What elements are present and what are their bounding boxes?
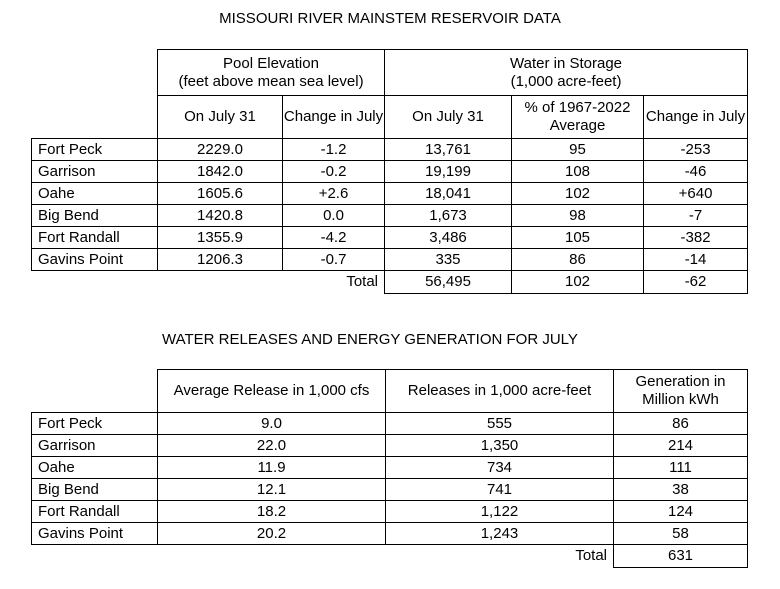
storage-cell: 18,041 [385,183,512,205]
reservoir-name: Fort Randall [32,227,158,249]
storage-change-cell: -46 [644,161,748,183]
reservoir-name: Fort Randall [32,501,158,523]
table-row [32,501,748,523]
elev-change-cell: +2.6 [283,183,385,205]
total-blank-cell [158,271,283,294]
elev-cell: 1355.9 [158,227,283,249]
releases-cell: 1,243 [386,523,614,545]
elev-change-cell: -4.2 [283,227,385,249]
water-storage-header: Water in Storage (1,000 acre-feet) [385,50,748,96]
generation-cell: 38 [614,479,748,501]
pct-cell: 98 [512,205,644,227]
table-row [32,183,748,205]
reservoir-name: Garrison [32,161,158,183]
generation-cell: 214 [614,435,748,457]
reservoir-name: Gavins Point [32,523,158,545]
table-row [32,457,748,479]
generation-cell: 86 [614,413,748,435]
reservoir-name: Big Bend [32,205,158,227]
storage-change-header: Change in July [644,96,748,139]
elev-change-cell: 0.0 [283,205,385,227]
elev-cell: 1605.6 [158,183,283,205]
elev-change-header: Change in July [283,96,385,139]
total-label: Total [346,273,379,291]
elev-date-header: On July 31 [158,96,283,139]
storage-change-cell: -7 [644,205,748,227]
total-pct: 102 [512,271,644,294]
avg-release-cell: 11.9 [158,457,386,479]
table-row [32,479,748,501]
releases-cell: 555 [386,413,614,435]
table-row [32,435,748,457]
total-storage-change: -62 [644,271,748,294]
generation-cell: 58 [614,523,748,545]
table-row [32,249,748,271]
elev-change-cell: -0.2 [283,161,385,183]
table-row [32,205,748,227]
generation-cell: 124 [614,501,748,523]
total-label: Total [575,547,607,565]
storage-pct-header: % of 1967-2022 Average [512,96,644,139]
header-blank-cell [32,96,158,139]
table-row [32,413,748,435]
storage-cell: 335 [385,249,512,271]
avg-release-cell: 9.0 [158,413,386,435]
storage-cell: 3,486 [385,227,512,249]
releases-table [31,369,748,568]
reservoir-name: Fort Peck [32,413,158,435]
table-row [32,161,748,183]
pct-cell: 102 [512,183,644,205]
avg-release-cell: 22.0 [158,435,386,457]
storage-cell: 19,199 [385,161,512,183]
total-generation: 631 [614,545,748,568]
generation-header: Generation in Million kWh [614,370,748,413]
avg-release-header: Average Release in 1,000 cfs [158,370,386,413]
table-row [32,523,748,545]
reservoir-table-title: MISSOURI RIVER MAINSTEM RESERVOIR DATA [219,10,561,27]
releases-cell: 1,350 [386,435,614,457]
header-blank-cell [32,370,158,413]
pct-cell: 86 [512,249,644,271]
elev-change-cell: -1.2 [283,139,385,161]
elev-change-cell: -0.7 [283,249,385,271]
total-blank-cell [158,545,386,568]
storage-change-cell: -14 [644,249,748,271]
header-blank-cell [32,50,158,96]
reservoir-name: Gavins Point [32,249,158,271]
reservoir-name: Garrison [32,435,158,457]
elev-cell: 2229.0 [158,139,283,161]
avg-release-cell: 20.2 [158,523,386,545]
releases-cell: 734 [386,457,614,479]
releases-header: Releases in 1,000 acre-feet [386,370,614,413]
reservoir-name: Oahe [32,183,158,205]
storage-change-cell: +640 [644,183,748,205]
reservoir-name: Big Bend [32,479,158,501]
storage-change-cell: -382 [644,227,748,249]
storage-cell: 1,673 [385,205,512,227]
pool-elevation-header: Pool Elevation (feet above mean sea level) [158,50,385,96]
avg-release-cell: 12.1 [158,479,386,501]
reservoir-data-table [31,49,748,294]
releases-cell: 1,122 [386,501,614,523]
total-storage: 56,495 [385,271,512,294]
releases-cell: 741 [386,479,614,501]
storage-date-header: On July 31 [385,96,512,139]
elev-cell: 1842.0 [158,161,283,183]
pct-cell: 95 [512,139,644,161]
pct-cell: 105 [512,227,644,249]
reservoir-name: Fort Peck [32,139,158,161]
total-blank-cell [32,271,158,294]
storage-change-cell: -253 [644,139,748,161]
table-row [32,227,748,249]
elev-cell: 1420.8 [158,205,283,227]
avg-release-cell: 18.2 [158,501,386,523]
releases-table-title: WATER RELEASES AND ENERGY GENERATION FOR JULY [162,331,578,348]
table-row [32,139,748,161]
reservoir-name: Oahe [32,457,158,479]
pct-cell: 108 [512,161,644,183]
storage-cell: 13,761 [385,139,512,161]
elev-cell: 1206.3 [158,249,283,271]
generation-cell: 111 [614,457,748,479]
total-blank-cell [32,545,158,568]
